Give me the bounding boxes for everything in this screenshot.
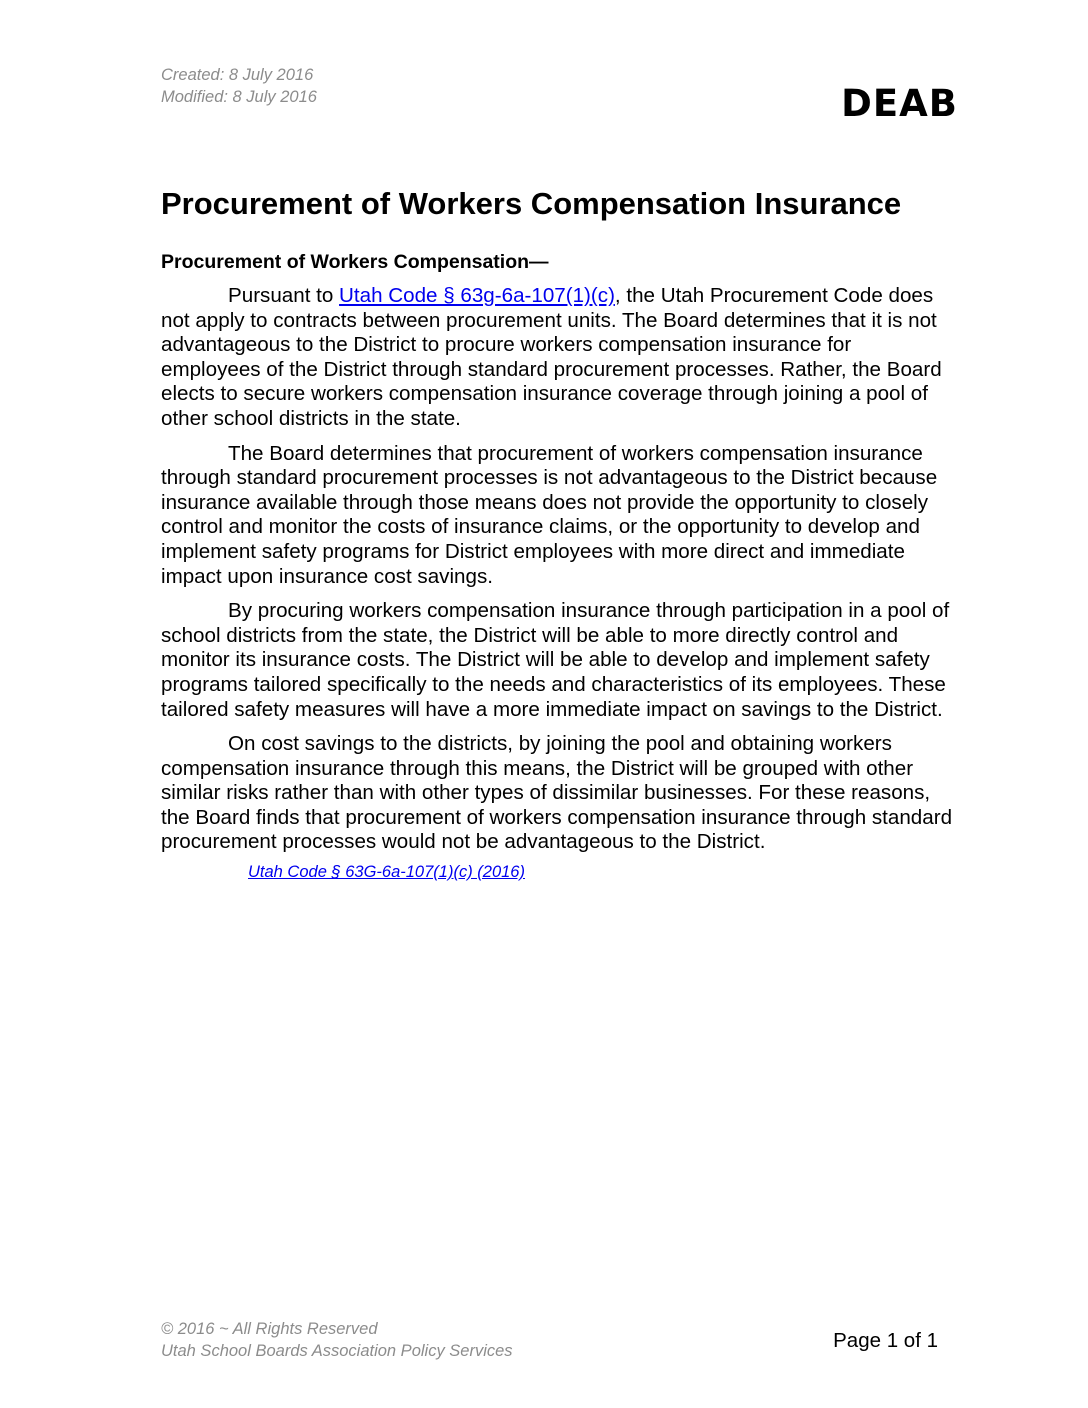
footer-info <box>161 1318 513 1362</box>
paragraph-1-lead: Pursuant to <box>228 284 340 307</box>
document-dates <box>161 64 317 108</box>
document-title: Procurement of Workers Compensation Insurance <box>161 186 902 221</box>
paragraph-1 <box>161 284 956 432</box>
document-body <box>161 284 956 883</box>
utah-code-link[interactable]: Utah Code § 63g-6a-107(1)(c) <box>339 284 615 307</box>
paragraph-3: By procuring workers compensation insurance through participation in a pool of school districts from the state, the District will be able to more directly control and monitor its insurance costs. The District will be able to develop and implement safety programs tailored specifically to the needs and characteristics of its employees. These tailored safety measures will have a more immediate impact on savings to the District. <box>161 599 950 721</box>
created-date: Created: 8 July 2016 <box>161 66 314 84</box>
paragraph-2: The Board determines that procurement of workers compensation insurance through standard procurement processes is not advantageous to the District because insurance available through those means does not provide the opportunity to closely control and monitor the costs of insurance claims, or the opportunity to develop and implement safety programs for District employees with more direct and immediate impact upon insurance cost savings. <box>161 441 938 588</box>
paragraph-1-rest: , the Utah Procurement Code does not apply to contracts between procurement units. The Board determines that it is not advantageous to the District to procure workers compensation insurance for employees of the District through standard procurement processes. Rather, the Board elects to secure workers compensation insurance coverage through joining a pool of other school districts in the state. <box>161 284 942 430</box>
organization-name: Utah School Boards Association Policy Services <box>161 1342 513 1360</box>
paragraph-4: On cost savings to the districts, by joining the pool and obtaining workers compensation insurance through this means, the District will be grouped with other similar risks rather than with other types of dissimilar businesses. For these reasons, the Board finds that procurement of workers compensation insurance through standard procurement processes would not be advantageous to the District. <box>161 732 953 854</box>
copyright-text: © 2016 ~ All Rights Reserved <box>161 1320 378 1338</box>
modified-date: Modified: 8 July 2016 <box>161 88 317 106</box>
citation-link[interactable]: Utah Code § 63G-6a-107(1)(c) (2016) <box>248 863 525 882</box>
page-number: Page 1 of 1 <box>833 1329 938 1352</box>
policy-code: DEAB <box>841 82 958 125</box>
section-heading: Procurement of Workers Compensation— <box>161 251 549 273</box>
